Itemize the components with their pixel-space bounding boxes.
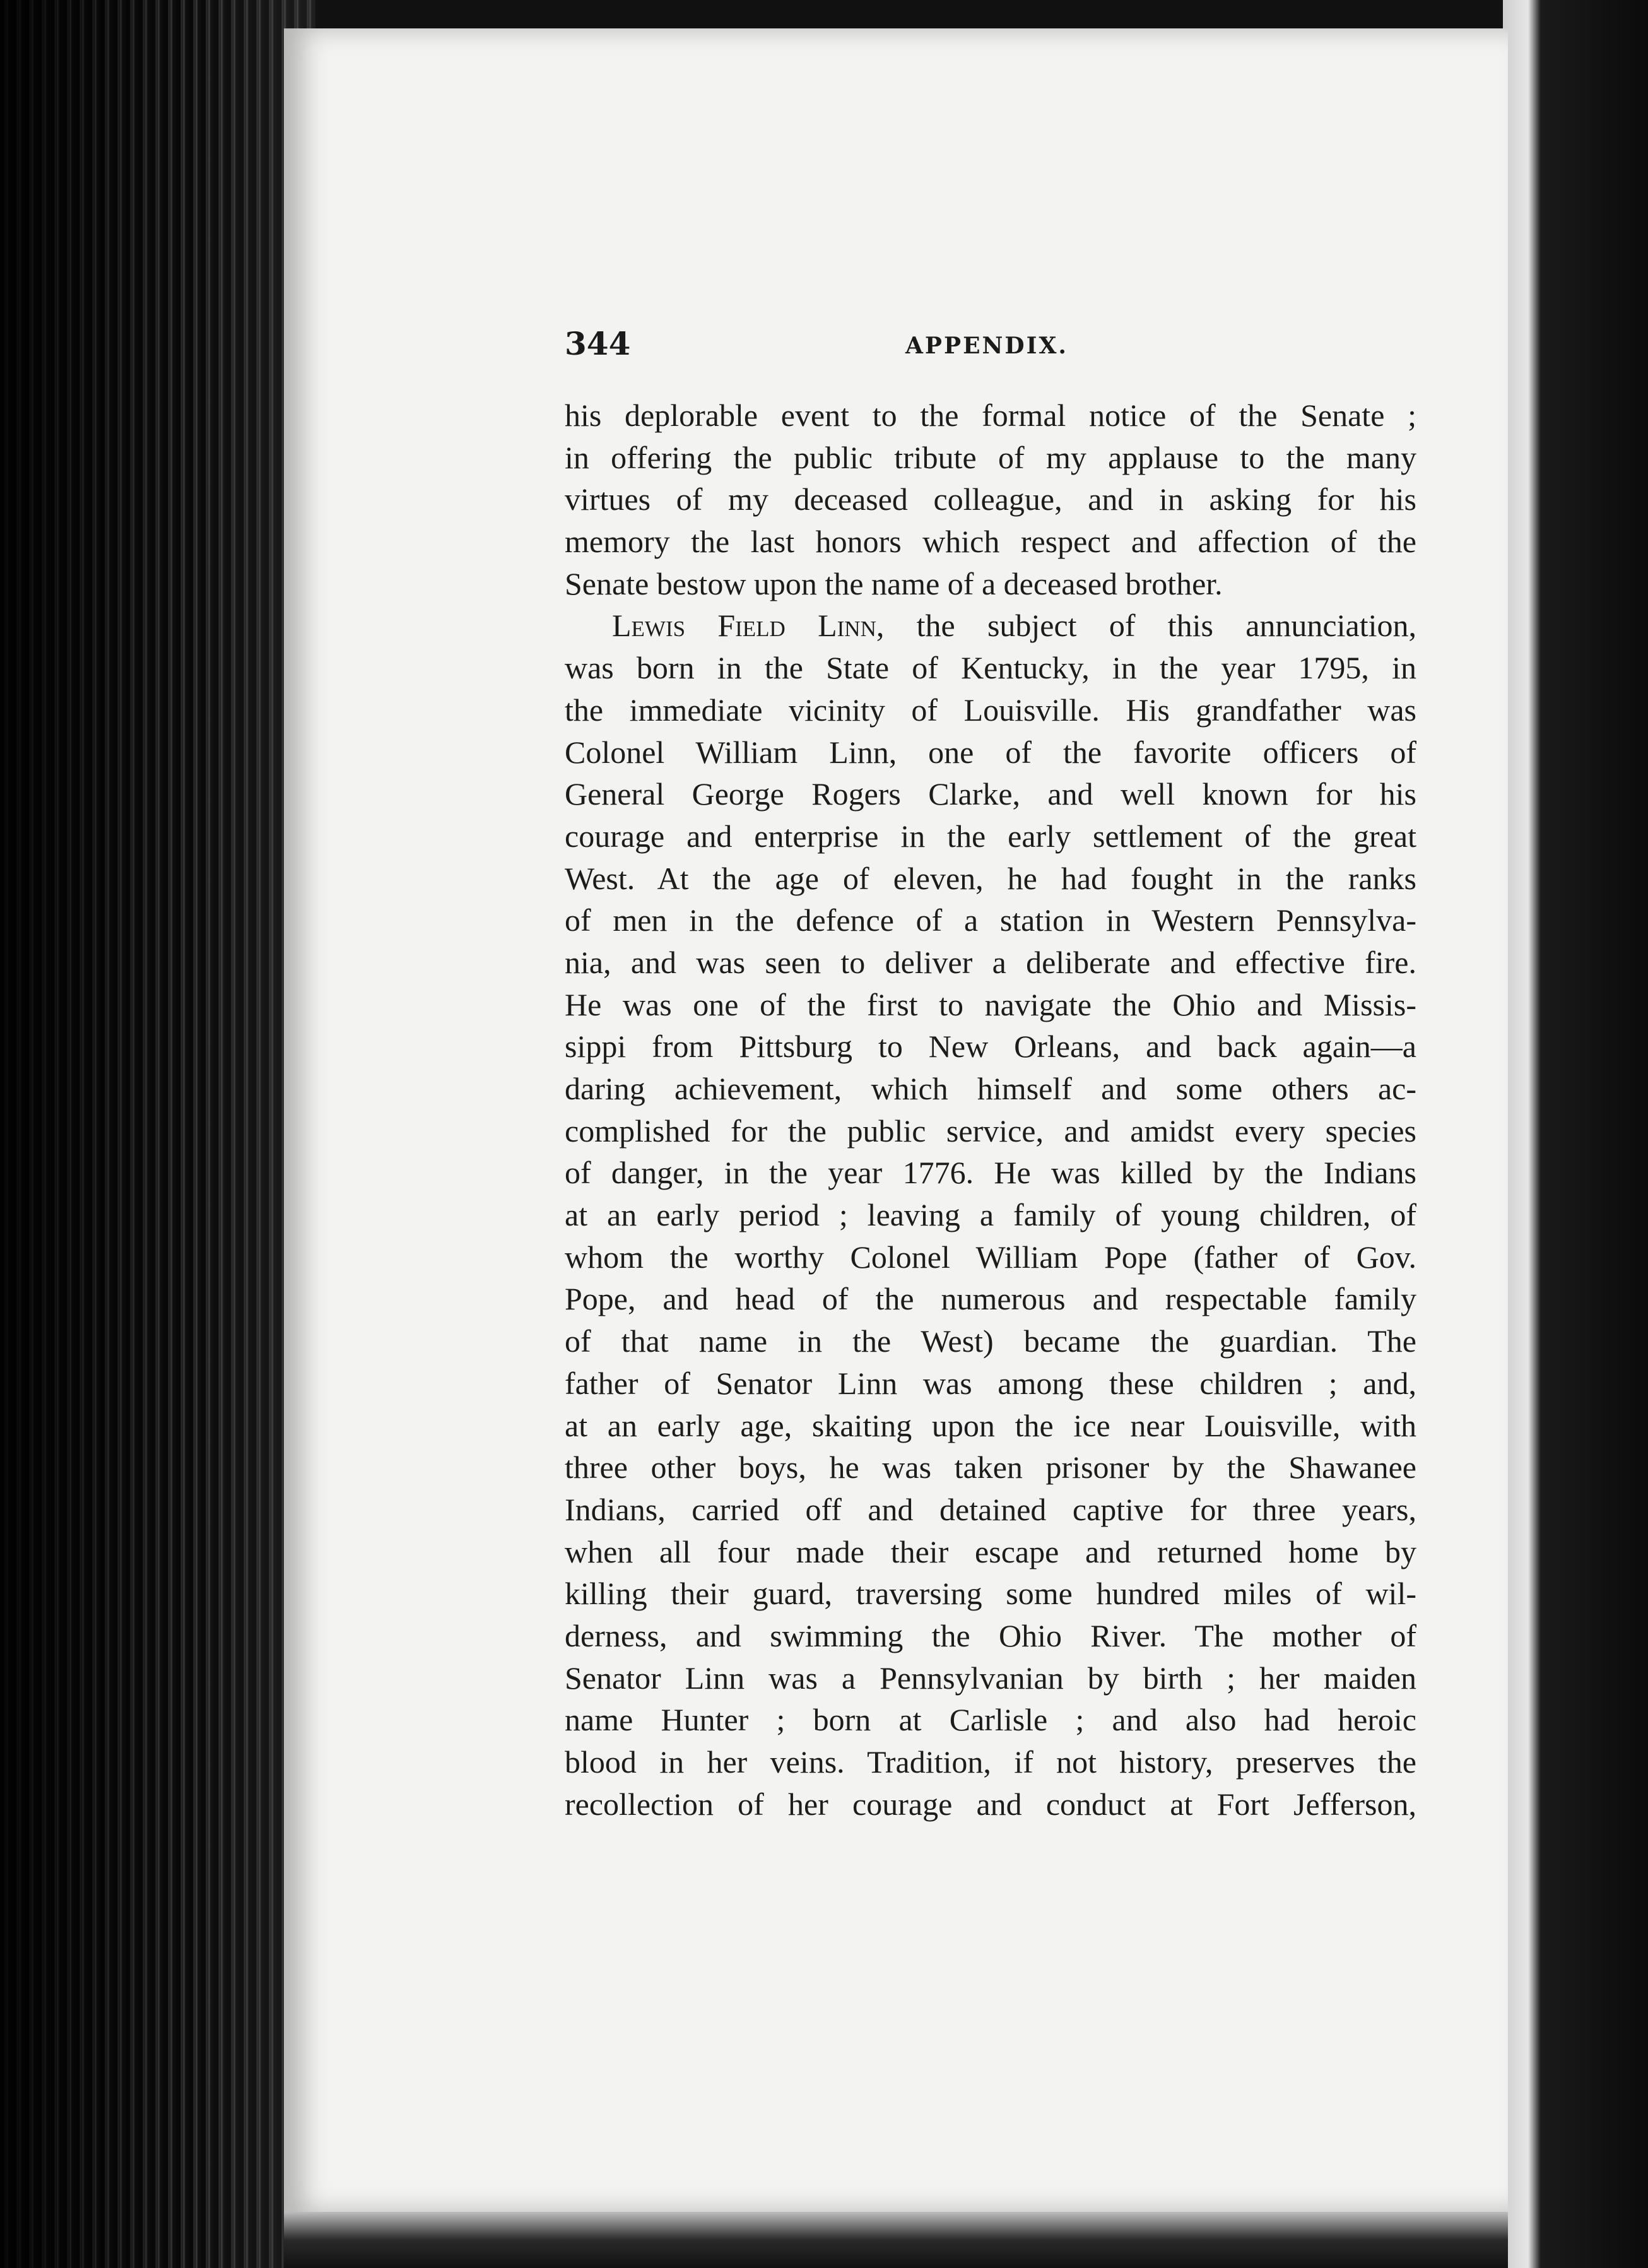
text-line: Senator Linn was a Pennsylvanian by birth ; her maiden (565, 1660, 1416, 1696)
book-bottom-edge (284, 2212, 1508, 2268)
body-text (565, 394, 1416, 1825)
text-line: He was one of the first to navigate the Ohio and Missis- (565, 986, 1416, 1022)
text-line: Colonel William Linn, one of the favorite officers of (565, 734, 1416, 770)
text-line: of danger, in the year 1776. He was killed by the Indians (565, 1155, 1416, 1191)
text-line-first (565, 605, 1416, 647)
text-line: Indians, carried off and detained captive for three years, (565, 1491, 1416, 1527)
text-line: was born in the State of Kentucky, in the year 1795, in (565, 650, 1416, 686)
text-line: name Hunter ; born at Carlisle ; and also had heroic (565, 1702, 1416, 1738)
text-line: in offering the public tribute of my applause to the many (565, 439, 1416, 475)
book-right-edge (1503, 0, 1648, 2268)
text-line: General George Rogers Clarke, and well known for his (565, 776, 1416, 812)
text-line: Pope, and head of the numerous and respectable family (565, 1281, 1416, 1317)
text-line: father of Senator Linn was among these children ; and, (565, 1365, 1416, 1401)
running-title: APPENDIX. (905, 333, 1068, 359)
text-line: at an early age, skaiting upon the ice near Louisville, with (565, 1407, 1416, 1443)
text-line: the immediate vicinity of Louisville. His grandfather was (565, 692, 1416, 728)
text-line: memory the last honors which respect and affection of the (565, 524, 1416, 560)
page-number: 344 (565, 325, 631, 362)
text-line: complished for the public service, and amidst every species (565, 1113, 1416, 1149)
name-small-caps: Lewis Field Linn (612, 608, 876, 644)
text-line-rest: , the subject of this annunciation, (876, 608, 1416, 644)
text-line: when all four made their escape and returned home by (565, 1533, 1416, 1569)
text-line: derness, and swimming the Ohio River. The mother of (565, 1617, 1416, 1653)
text-line: courage and enterprise in the early settlement of the great (565, 818, 1416, 854)
text-line: daring achievement, which himself and some others ac- (565, 1071, 1416, 1106)
text-line: whom the worthy Colonel William Pope (father of Gov. (565, 1239, 1416, 1275)
text-line: of that name in the West) became the guardian. The (565, 1323, 1416, 1359)
book-page-edges (0, 0, 315, 2268)
text-line: killing their guard, traversing some hundred miles of wil- (565, 1576, 1416, 1612)
text-line: at an early period ; leaving a family of young children, of (565, 1197, 1416, 1233)
text-line: virtues of my deceased colleague, and in asking for his (565, 481, 1416, 517)
text-line: of men in the defence of a station in Western Pennsylva- (565, 902, 1416, 938)
text-line: West. At the age of eleven, he had fought in the ranks (565, 860, 1416, 896)
text-line: his deplorable event to the formal notice of the Senate ; (565, 398, 1416, 433)
text-line: nia, and was seen to deliver a deliberate and effective fire. (565, 944, 1416, 980)
text-line: sippi from Pittsburg to New Orleans, and back again—a (565, 1029, 1416, 1065)
text-line: three other boys, he was taken prisoner by the Shawanee (565, 1450, 1416, 1485)
text-line: blood in her veins. Tradition, if not history, preserves the (565, 1744, 1416, 1780)
text-line: Senate bestow upon the name of a deceased brother. (565, 565, 1223, 601)
running-head (565, 322, 1416, 366)
text-line: recollection of her courage and conduct at Fort Jefferson, (565, 1786, 1416, 1822)
